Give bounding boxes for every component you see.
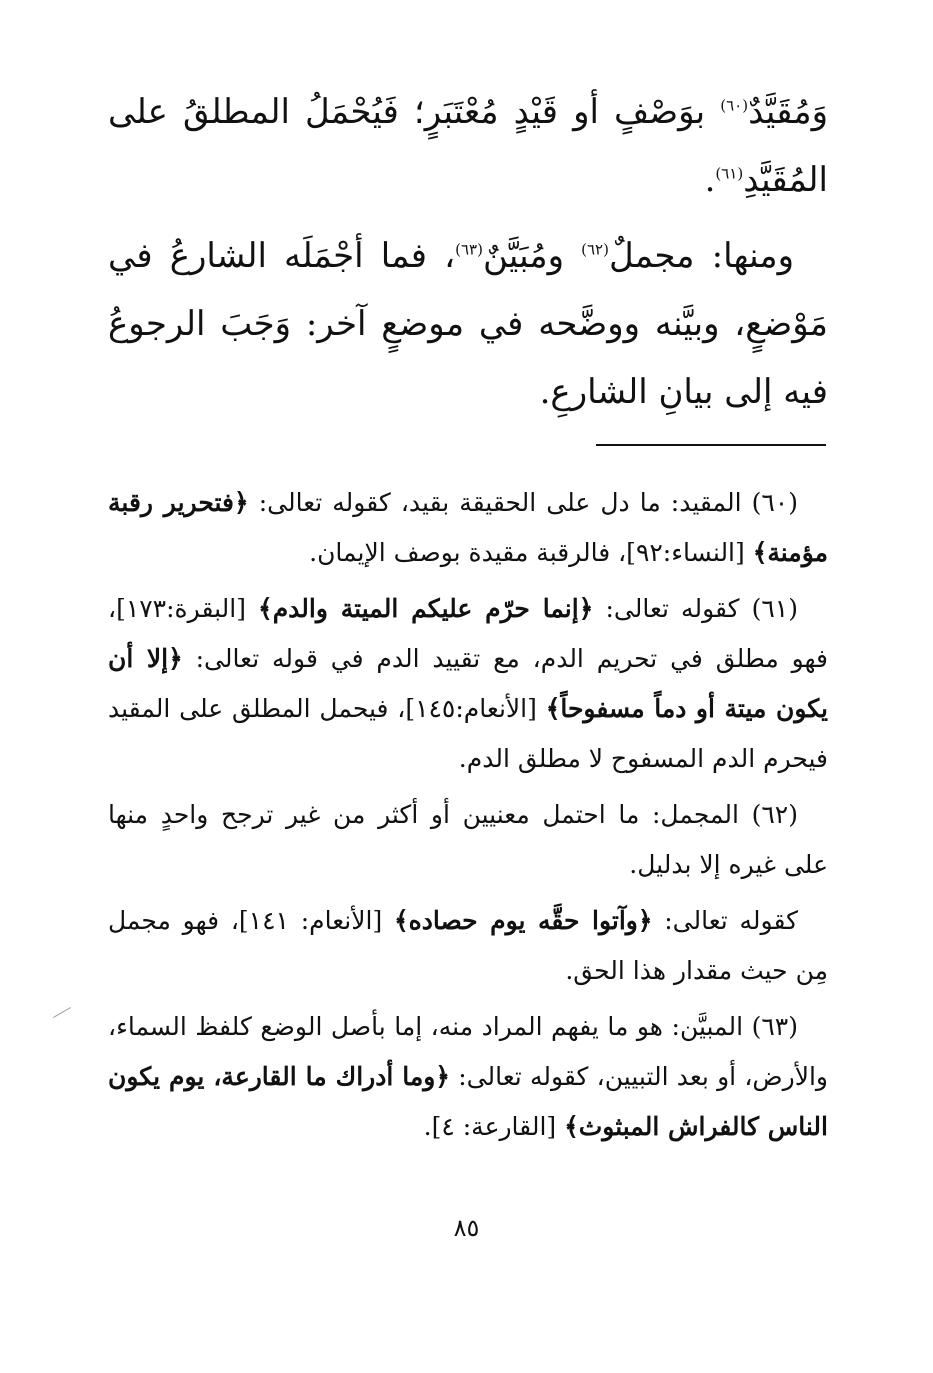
main-p2-text-b: ومُبَيَّنٌ bbox=[482, 236, 582, 276]
footnote-60-text-b: [النساء:٩٢]، فالرقبة مقيدة بوصف الإيمان. bbox=[309, 538, 753, 567]
footnote-61-text-a: (٦١) كقوله تعالى: bbox=[593, 594, 798, 623]
main-paragraph-2 bbox=[108, 222, 828, 426]
footnote-63-text-b: [القارعة: ٤]. bbox=[423, 1112, 565, 1141]
footnote-61-quote-2: ﴿إلا أن يكون ميتة أو دماً مسفوحاً﴾ bbox=[108, 644, 828, 723]
main-p1-text-c: . bbox=[704, 160, 716, 200]
footnote-62-example-text-b: [الأنعام: ١٤١]، فهو مجمل مِن حيث مقدار هذا الحق. bbox=[108, 906, 828, 985]
footnote-62-example-text-a: كقوله تعالى: bbox=[652, 906, 798, 935]
footnote-62 bbox=[108, 790, 828, 890]
footnote-63 bbox=[108, 1002, 828, 1152]
footnote-61-text-b: [البقرة:١٧٣]، فهو مطلق في تحريم الدم، مع تقييد الدم في قوله تعالى: bbox=[108, 594, 828, 673]
footnote-60-quote: ﴿فتحرير رقبة مؤمنة﴾ bbox=[108, 488, 828, 567]
main-p1-text-b: بوَصْفٍ أو قَيْدٍ مُعْتَبَرٍ؛ فَيُحْمَلُ المطلقُ على المُقَيَّدِ bbox=[108, 92, 828, 200]
footnote-62-example bbox=[108, 896, 828, 996]
footnote-ref-60[interactable]: (٦٠) bbox=[720, 96, 749, 115]
stray-pen-mark bbox=[53, 1007, 71, 1018]
footnote-ref-62[interactable]: (٦٢) bbox=[581, 240, 609, 259]
footnote-61 bbox=[108, 584, 828, 784]
footnote-ref-63[interactable]: (٦٣) bbox=[455, 240, 483, 259]
main-p1-text-a: وَمُقَيَّدٌ bbox=[748, 92, 828, 132]
footnote-ref-61[interactable]: (٦١) bbox=[715, 164, 744, 183]
footnote-62-text: (٦٢) المجمل: ما احتمل معنيين أو أكثر من غير ترجح واحدٍ منها على غيره إلا بدليل. bbox=[108, 800, 828, 879]
footnote-61-text-c: [الأنعام:١٤٥]، فيحمل المطلق على المقيد فيحرم الدم المسفوح لا مطلق الدم. bbox=[108, 694, 828, 773]
main-p2-text-a: ومنها: مجملٌ bbox=[608, 236, 795, 276]
footnote-63-text-a: (٦٣) المبيَّن: هو ما يفهم المراد منه، إما بأصل الوضع كلفظ السماء، والأرض، أو بعد التبيين، كقوله تعالى: bbox=[108, 1012, 828, 1091]
main-paragraph-1 bbox=[108, 78, 828, 214]
page-number: ٨٥ bbox=[453, 1214, 480, 1242]
footnote-62-example-quote: ﴿وآتوا حقَّه يوم حصاده﴾ bbox=[393, 906, 653, 935]
footnote-60 bbox=[108, 478, 828, 578]
main-p2-text-c: ، فما أجْمَلَه الشارعُ في مَوْضعٍ، وبيَّنه ووضَّحه في موضعٍ آخر: وَجَبَ الرجوعُ فيه إلى بيانِ الشارعِ. bbox=[108, 236, 828, 412]
footnote-61-quote-1: ﴿إنما حرّم عليكم الميتة والدم﴾ bbox=[258, 594, 594, 623]
footnote-separator bbox=[596, 444, 826, 446]
main-text bbox=[108, 78, 828, 434]
footnote-63-quote: ﴿وما أدراك ما القارعة، يوم يكون الناس كالفراش المبثوث﴾ bbox=[108, 1062, 828, 1141]
footnote-60-text-a: (٦٠) المقيد: ما دل على الحقيقة بقيد، كقوله تعالى: bbox=[248, 488, 798, 517]
footnotes bbox=[108, 478, 828, 1158]
